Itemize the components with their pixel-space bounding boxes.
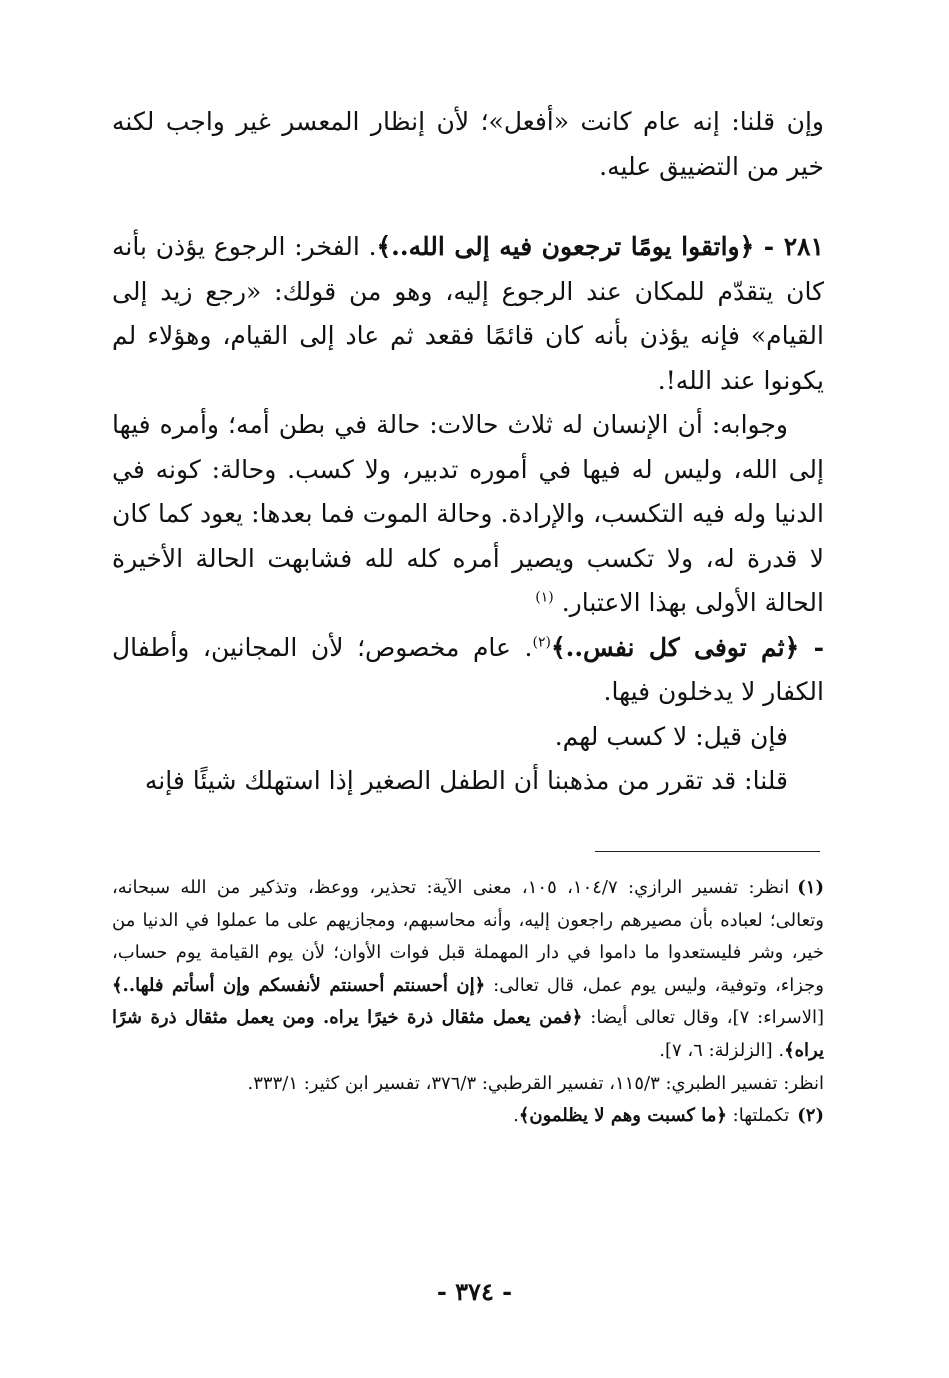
footnote-2-number: (٢) [797,1105,824,1127]
verse-dash: - [799,632,824,662]
verse-commentary: . الفخر: الرجوع يؤذن بأنه كان يتقدّم للمكان عند الرجوع إليه، وهو من قولك: «رجع زيد إلى القيام» فإنه يؤذن بأنه كان قائمًا فقعد ثم عاد إلى القيام، وهؤلاء لم يكونوا عند الله!. [112,232,824,395]
verse-quote: ﴿واتقوا يومًا ترجعون فيه إلى الله..﴾ [376,232,755,261]
footnote-ref-2[interactable]: (٢) [532,634,551,651]
paragraph-gap [112,189,824,225]
footnote-ref-1[interactable]: (١) [535,589,554,606]
footnote-2-end: . [513,1105,519,1127]
footnote-2 [112,1100,824,1133]
paragraph-verse-281 [112,225,824,403]
verse-number: ٢٨١ - [754,232,824,261]
footnote-1-number: (١) [797,877,824,898]
footnote-2-text: تكملتها: [726,1105,790,1127]
footnote-1-references: انظر: تفسير الطبري: ١١٥/٣، تفسير القرطبي: ٣٧٦/٣، تفسير ابن كثير: ٣٣٣/١. [247,1072,824,1094]
page-number: - ٣٧٤ - [436,1277,513,1306]
footnote-1-text-a: انظر: تفسير الرازي: ١٠٤/٧، ١٠٥، معنى الآية: تحذير، ووعظ، وتذكير من الله سبحانه، وتعالى؛ لعباده بأن مصيرهم راجعون إليه، وأنه محاسبهم، ومجازيهم على ما عملوا في الدنيا من خير، وشر فليستعدوا ما داموا في دار المهملة قبل فوات الأوان؛ لأن يوم القيامة يوم حساب، وجزاء، وتوفية، وليس يوم عمل، قال تعالى: [112,877,824,996]
footnote-1-quote-2: ﴿فمن يعمل مثقال ذرة خيرًا يراه. ومن يعمل مثقال ذرة شرًا يراه﴾ [112,1007,824,1061]
paragraph-answer [112,403,824,626]
footnote-1-text-b: [الاسراء: ٧]، وقال تعالى أيضا: [582,1007,824,1029]
main-text [112,100,824,804]
verse-quote-2: ﴿ثم توفى كل نفس..﴾ [550,632,800,662]
verse-2-commentary: . عام مخصوص؛ لأن المجانين، وأطفال الكفار لا يدخلون فيها. [112,632,824,706]
footnote-2-quote: ﴿ما كسبت وهم لا يظلمون﴾ [518,1105,727,1127]
answer-text: وجوابه: أن الإنسان له ثلاث حالات: حالة في بطن أمه؛ وأمره فيها إلى الله، وليس له فيها في أموره تدبير، ولا كسب. وحالة: كونه في الدنيا وله فيه التكسب، والإرادة. وحالة الموت فما بعدها: يعود كما كان لا قدرة له، ولا تكسب ويصير أمره كله لله فشابهت الحالة الأخيرة الحالة الأولى بهذا الاعتبار. [112,410,824,617]
paragraph-objection: فإن قيل: لا كسب لهم. [554,721,788,751]
paragraph-verse-2 [112,626,824,715]
footnote-divider [595,851,820,852]
paragraph-reply: قلنا: قد تقرر من مذهبنا أن الطفل الصغير إذا استهلك شيئًا فإنه [144,766,788,795]
footnote-1-quote-1: ﴿إن أحسنتم أحسنتم لأنفسكم وإن أسأتم فلها..﴾ [112,974,486,996]
footnotes [112,872,824,1133]
footnote-1 [112,872,824,1068]
paragraph-intro: وإن قلنا: إنه عام كانت «أفعل»؛ لأن إنظار المعسر غير واجب لكنه خير من التضييق عليه. [112,107,824,181]
footnote-1-text-c: . [الزلزلة: ٦، ٧]. [659,1039,785,1061]
